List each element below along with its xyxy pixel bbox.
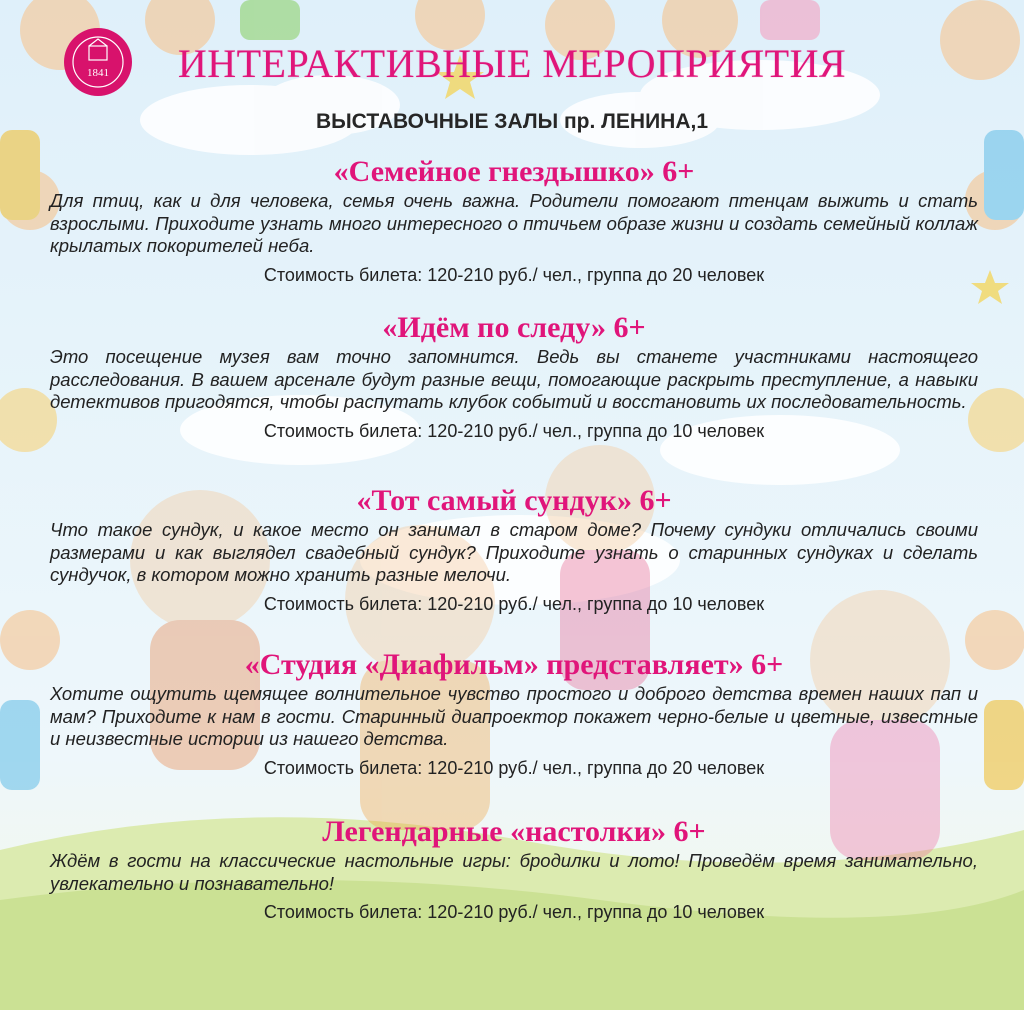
event-title: «Семейное гнездышко» 6+ — [333, 155, 695, 188]
event-description: Хотите ощутить щемящее волнительное чувство простого и доброго детства времен наших пап и мам? Приходите к нам в гости. Старинный диапроектор покажет черно-белые и цветные, известные и неизвестные истории из нашего детства. — [50, 683, 978, 749]
event-price: Стоимость билета: 120-210 руб./ чел., группа до 10 человек — [263, 902, 765, 922]
event-description: Что такое сундук, и какое место он занимал в старом доме? Почему сундуки отличались своими размерами и как выглядел свадебный сундук? Приходите узнать о старинных сундуках и сделать сундучок, в котором можно хранить разные мелочи. — [50, 519, 978, 585]
event-title: «Тот самый сундук» 6+ — [356, 484, 672, 517]
event-title: «Идём по следу» 6+ — [382, 311, 646, 344]
event-card — [50, 814, 978, 923]
event-title: Легендарные «настолки» 6+ — [322, 815, 706, 848]
event-description: Для птиц, как и для человека, семья очень важна. Родители помогают птенцам выжить и стать взрослыми. Приходите узнать много интересного о птичьем образе жизни и создать семейный коллаж крылатых покорителей неба. — [50, 190, 978, 256]
page-title: ИНТЕРАКТИВНЫЕ МЕРОПРИЯТИЯ — [177, 41, 847, 86]
page-subtitle: ВЫСТАВОЧНЫЕ ЗАЛЫ пр. ЛЕНИНА,1 — [315, 110, 709, 133]
event-description: Ждём в гости на классические настольные игры: бродилки и лото! Проведём время занимательно, увлекательно и познавательно! — [50, 850, 978, 894]
event-card — [50, 154, 978, 286]
event-title: «Студия «Диафильм» представляет» 6+ — [244, 648, 784, 681]
event-card — [50, 647, 978, 779]
event-price: Стоимость билета: 120-210 руб./ чел., группа до 10 человек — [263, 593, 765, 614]
event-card — [50, 310, 978, 442]
event-price: Стоимость билета: 120-210 руб./ чел., группа до 20 человек — [263, 264, 765, 285]
event-price: Стоимость билета: 120-210 руб./ чел., группа до 10 человек — [263, 420, 765, 441]
event-description: Это посещение музея вам точно запомнится. Ведь вы станете участниками настоящего расследования. В вашем арсенале будут разные вещи, помогающие раскрыть преступление, а навыки детективов пригодятся, чтобы распутать клубок событий и восстановить их последовательность. — [50, 346, 978, 412]
logo-year: 1841 — [87, 67, 109, 79]
event-price: Стоимость билета: 120-210 руб./ чел., группа до 20 человек — [263, 757, 765, 778]
event-card — [50, 483, 978, 615]
